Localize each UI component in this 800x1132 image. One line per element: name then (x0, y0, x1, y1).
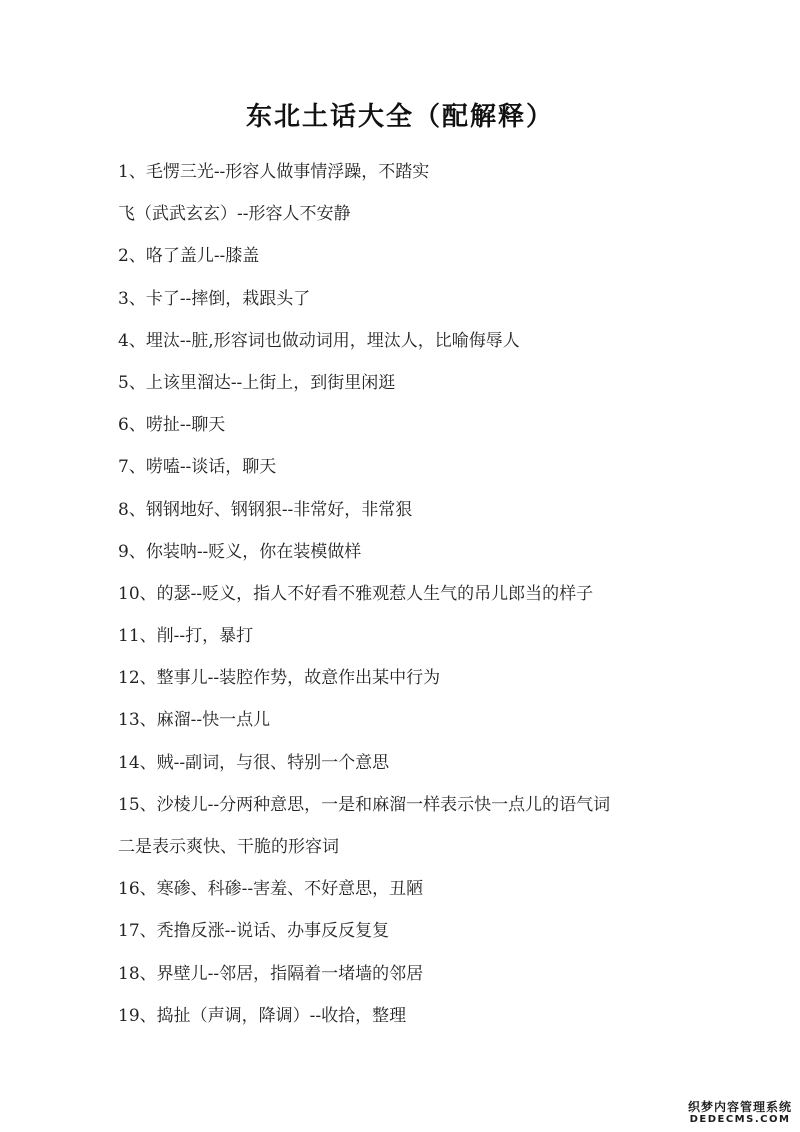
watermark-line2: DEDECMS.COM (689, 1114, 791, 1125)
document-title: 东北土话大全（配解释） (245, 102, 554, 132)
text-line: 19、捣扯（声调，降调）--收拾，整理 (118, 1005, 407, 1026)
watermark-line1: 织梦内容管理系统 (687, 1100, 792, 1114)
text-line: 9、你装呐--贬义，你在装模做样 (118, 541, 362, 562)
text-line: 15、沙棱儿--分两种意思，一是和麻溜一样表示快一点儿的语气词 (118, 794, 611, 815)
text-line: 16、寒碜、科碜--害羞、不好意思，丑陋 (118, 879, 424, 900)
text-line: 飞（武武玄玄）--形容人不安静 (118, 204, 351, 225)
text-line: 3、卡了--摔倒，栽跟头了 (118, 288, 311, 309)
text-line: 5、上该里溜达--上街上，到街里闲逛 (118, 372, 396, 393)
text-line: 7、唠嗑--谈话，聊天 (118, 457, 277, 478)
text-line: 12、整事儿--装腔作势，故意作出某中行为 (118, 668, 441, 689)
text-line: 二是表示爽快、干脆的形容词 (118, 837, 339, 857)
text-line: 4、埋汰--脏,形容词也做动词用，埋汰人，比喻侮辱人 (118, 330, 520, 351)
text-line: 10、的瑟--贬义，指人不好看不雅观惹人生气的吊儿郎当的样子 (118, 583, 594, 604)
text-line: 8、钢钢地好、钢钢狠--非常好，非常狠 (118, 499, 413, 520)
text-line: 1、毛愣三光--形容人做事情浮躁，不踏实 (118, 162, 430, 182)
text-line: 17、秃撸反涨--说话、办事反反复复 (118, 921, 390, 942)
watermark-logo (688, 1100, 792, 1126)
text-line: 11、削--打，暴打 (118, 626, 254, 647)
text-line: 13、麻溜--快一点儿 (118, 710, 271, 731)
text-line: 2、咯了盖儿--膝盖 (118, 246, 260, 267)
text-line: 6、唠扯--聊天 (118, 415, 226, 436)
text-line: 14、贼--副词，与很、特别一个意思 (118, 752, 390, 773)
document-body (118, 156, 758, 1042)
text-line: 18、界壁儿--邻居，指隔着一堵墙的邻居 (118, 963, 424, 984)
